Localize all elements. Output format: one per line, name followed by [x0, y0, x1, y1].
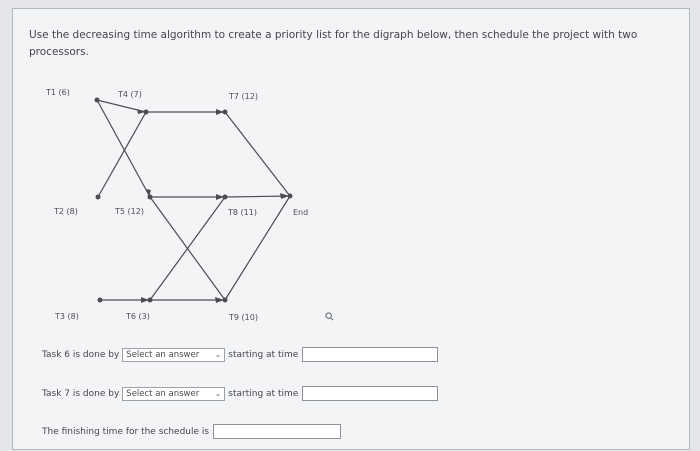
finish-row: [42, 424, 341, 439]
node-t5-dot: [148, 195, 153, 200]
task7-processor-select[interactable]: [122, 387, 225, 401]
node-label-t2: T2 (8): [54, 207, 78, 216]
edge-t1-t5: [97, 100, 150, 197]
node-label-t5: T5 (12): [115, 207, 144, 216]
question-text: Use the decreasing time algorithm to create a priority list for the digraph below, then schedule the project with two processors.: [29, 29, 638, 58]
task7-row: [42, 386, 438, 401]
task6-prefix: Task 6 is done by: [42, 349, 120, 360]
node-label-t1: T1 (6): [46, 88, 70, 97]
task7-start-time-input[interactable]: [302, 386, 438, 401]
edge-t4-t2: [98, 112, 146, 197]
task6-start-time-input[interactable]: [302, 347, 438, 362]
node-label-t7: T7 (12): [229, 92, 258, 101]
node-t3-dot: [98, 298, 103, 303]
search-icon: [325, 312, 334, 321]
finishing-time-input[interactable]: [213, 424, 341, 439]
arrowhead-t9: [215, 297, 224, 303]
node-label-t4: T4 (7): [118, 90, 142, 99]
task7-prefix: Task 7 is done by: [42, 388, 120, 399]
task6-row: [42, 347, 438, 362]
node-label-t8: T8 (11): [228, 208, 257, 217]
arrowhead-t6: [141, 297, 149, 303]
chevron-down-icon: ⌄: [214, 350, 222, 359]
arrowhead-t7: [216, 109, 224, 115]
node-label-t9: T9 (10): [229, 313, 258, 322]
task7-suffix: starting at time: [228, 388, 299, 399]
node-label-t3: T3 (8): [55, 312, 79, 321]
finish-prefix: The finishing time for the schedule is: [42, 426, 210, 437]
edge-t8-end: [225, 196, 290, 197]
task6-suffix: starting at time: [228, 349, 299, 360]
task6-select-text: Select an answer: [126, 349, 200, 360]
task6-processor-select[interactable]: [122, 348, 225, 362]
node-t2-dot: [96, 195, 101, 200]
node-t1-dot: [95, 98, 100, 103]
chevron-down-icon: ⌄: [214, 389, 222, 398]
node-label-t6: T6 (3): [126, 312, 150, 321]
edge-t7-end: [225, 112, 290, 196]
task7-select-text: Select an answer: [126, 388, 200, 399]
node-label-end: End: [293, 208, 309, 217]
